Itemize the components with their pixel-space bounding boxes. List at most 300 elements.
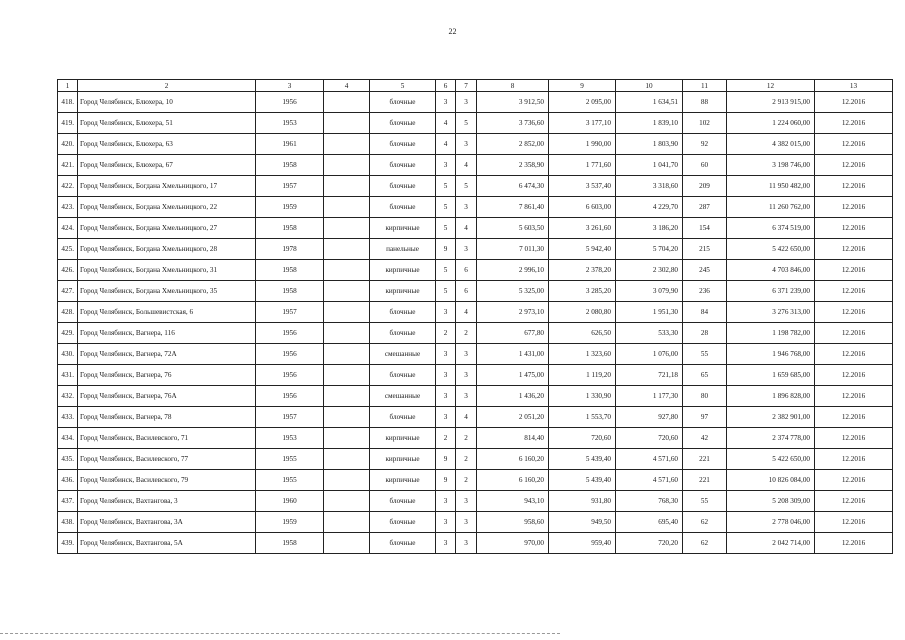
residential-area-cell: 1 803,90 bbox=[616, 134, 683, 155]
floors-cell: 3 bbox=[436, 512, 456, 533]
floors-cell: 3 bbox=[436, 302, 456, 323]
floors-cell: 3 bbox=[436, 365, 456, 386]
residents-cell: 92 bbox=[683, 134, 727, 155]
residential-area-cell: 1 951,30 bbox=[616, 302, 683, 323]
total-area-cell: 958,60 bbox=[477, 512, 549, 533]
cost-cell: 2 382 901,00 bbox=[727, 407, 815, 428]
date-cell: 12.2016 bbox=[815, 302, 893, 323]
row-number: 433. bbox=[58, 407, 78, 428]
table-row bbox=[58, 134, 893, 155]
date-cell: 12.2016 bbox=[815, 428, 893, 449]
year-cell: 1956 bbox=[256, 365, 324, 386]
table-row bbox=[58, 92, 893, 113]
total-area-cell: 970,00 bbox=[477, 533, 549, 554]
column-header: 6 bbox=[436, 80, 456, 92]
floors-cell: 3 bbox=[436, 491, 456, 512]
floors-cell: 3 bbox=[436, 407, 456, 428]
living-area-cell: 2 080,80 bbox=[549, 302, 616, 323]
living-area-cell: 3 537,40 bbox=[549, 176, 616, 197]
date-cell: 12.2016 bbox=[815, 365, 893, 386]
material-cell: блочные bbox=[370, 491, 436, 512]
material-cell: блочные bbox=[370, 407, 436, 428]
address-cell: Город Челябинск, Блюхера, 10 bbox=[78, 92, 256, 113]
residents-cell: 215 bbox=[683, 239, 727, 260]
material-cell: блочные bbox=[370, 533, 436, 554]
address-cell: Город Челябинск, Богдана Хмельницкого, 28 bbox=[78, 239, 256, 260]
entrances-cell: 6 bbox=[456, 260, 477, 281]
empty-cell bbox=[324, 239, 370, 260]
row-number: 418. bbox=[58, 92, 78, 113]
floors-cell: 3 bbox=[436, 155, 456, 176]
year-cell: 1961 bbox=[256, 134, 324, 155]
empty-cell bbox=[324, 344, 370, 365]
empty-cell bbox=[324, 92, 370, 113]
material-cell: смешанные bbox=[370, 344, 436, 365]
total-area-cell: 6 160,20 bbox=[477, 449, 549, 470]
empty-cell bbox=[324, 407, 370, 428]
residents-cell: 221 bbox=[683, 449, 727, 470]
cost-cell: 2 042 714,00 bbox=[727, 533, 815, 554]
residents-cell: 154 bbox=[683, 218, 727, 239]
residents-cell: 65 bbox=[683, 365, 727, 386]
cost-cell: 3 276 313,00 bbox=[727, 302, 815, 323]
cost-cell: 1 659 685,00 bbox=[727, 365, 815, 386]
residents-cell: 80 bbox=[683, 386, 727, 407]
table-row bbox=[58, 344, 893, 365]
column-header: 3 bbox=[256, 80, 324, 92]
cost-cell: 11 260 762,00 bbox=[727, 197, 815, 218]
year-cell: 1958 bbox=[256, 218, 324, 239]
address-cell: Город Челябинск, Василевского, 77 bbox=[78, 449, 256, 470]
cost-cell: 5 422 650,00 bbox=[727, 239, 815, 260]
material-cell: кирпичные bbox=[370, 428, 436, 449]
table-row bbox=[58, 428, 893, 449]
residents-cell: 55 bbox=[683, 491, 727, 512]
row-number: 430. bbox=[58, 344, 78, 365]
address-cell: Город Челябинск, Богдана Хмельницкого, 31 bbox=[78, 260, 256, 281]
floors-cell: 5 bbox=[436, 260, 456, 281]
floors-cell: 5 bbox=[436, 176, 456, 197]
empty-cell bbox=[324, 260, 370, 281]
header-row bbox=[58, 80, 893, 92]
entrances-cell: 3 bbox=[456, 533, 477, 554]
date-cell: 12.2016 bbox=[815, 344, 893, 365]
table-row bbox=[58, 365, 893, 386]
column-header: 5 bbox=[370, 80, 436, 92]
year-cell: 1955 bbox=[256, 449, 324, 470]
total-area-cell: 2 996,10 bbox=[477, 260, 549, 281]
table-row bbox=[58, 470, 893, 491]
residents-cell: 287 bbox=[683, 197, 727, 218]
floors-cell: 9 bbox=[436, 239, 456, 260]
entrances-cell: 3 bbox=[456, 512, 477, 533]
residents-cell: 28 bbox=[683, 323, 727, 344]
row-number: 419. bbox=[58, 113, 78, 134]
year-cell: 1960 bbox=[256, 491, 324, 512]
date-cell: 12.2016 bbox=[815, 197, 893, 218]
table-row bbox=[58, 533, 893, 554]
table-row bbox=[58, 302, 893, 323]
empty-cell bbox=[324, 365, 370, 386]
date-cell: 12.2016 bbox=[815, 134, 893, 155]
total-area-cell: 7 861,40 bbox=[477, 197, 549, 218]
entrances-cell: 3 bbox=[456, 92, 477, 113]
table-row bbox=[58, 449, 893, 470]
table-row bbox=[58, 386, 893, 407]
floors-cell: 5 bbox=[436, 197, 456, 218]
residents-cell: 88 bbox=[683, 92, 727, 113]
residential-area-cell: 4 571,60 bbox=[616, 470, 683, 491]
living-area-cell: 3 285,20 bbox=[549, 281, 616, 302]
date-cell: 12.2016 bbox=[815, 449, 893, 470]
floors-cell: 5 bbox=[436, 281, 456, 302]
year-cell: 1957 bbox=[256, 302, 324, 323]
residents-cell: 60 bbox=[683, 155, 727, 176]
empty-cell bbox=[324, 428, 370, 449]
address-cell: Город Челябинск, Вагнера, 72А bbox=[78, 344, 256, 365]
row-number: 427. bbox=[58, 281, 78, 302]
empty-cell bbox=[324, 491, 370, 512]
living-area-cell: 1 990,00 bbox=[549, 134, 616, 155]
entrances-cell: 3 bbox=[456, 491, 477, 512]
year-cell: 1953 bbox=[256, 428, 324, 449]
empty-cell bbox=[324, 218, 370, 239]
material-cell: блочные bbox=[370, 323, 436, 344]
address-cell: Город Челябинск, Вахтангова, 3А bbox=[78, 512, 256, 533]
residential-area-cell: 533,30 bbox=[616, 323, 683, 344]
residential-area-cell: 1 177,30 bbox=[616, 386, 683, 407]
entrances-cell: 4 bbox=[456, 155, 477, 176]
living-area-cell: 2 378,20 bbox=[549, 260, 616, 281]
date-cell: 12.2016 bbox=[815, 386, 893, 407]
address-cell: Город Челябинск, Вагнера, 116 bbox=[78, 323, 256, 344]
row-number: 432. bbox=[58, 386, 78, 407]
empty-cell bbox=[324, 449, 370, 470]
address-cell: Город Челябинск, Большевистская, 6 bbox=[78, 302, 256, 323]
residential-area-cell: 1 634,51 bbox=[616, 92, 683, 113]
column-header: 1 bbox=[58, 80, 78, 92]
row-number: 428. bbox=[58, 302, 78, 323]
material-cell: блочные bbox=[370, 92, 436, 113]
material-cell: блочные bbox=[370, 155, 436, 176]
year-cell: 1957 bbox=[256, 176, 324, 197]
table-row bbox=[58, 239, 893, 260]
year-cell: 1956 bbox=[256, 92, 324, 113]
residents-cell: 209 bbox=[683, 176, 727, 197]
entrances-cell: 6 bbox=[456, 281, 477, 302]
row-number: 422. bbox=[58, 176, 78, 197]
cost-cell: 1 198 782,00 bbox=[727, 323, 815, 344]
living-area-cell: 3 177,10 bbox=[549, 113, 616, 134]
entrances-cell: 3 bbox=[456, 239, 477, 260]
total-area-cell: 2 852,00 bbox=[477, 134, 549, 155]
row-number: 434. bbox=[58, 428, 78, 449]
row-number: 424. bbox=[58, 218, 78, 239]
total-area-cell: 943,10 bbox=[477, 491, 549, 512]
address-cell: Город Челябинск, Блюхера, 51 bbox=[78, 113, 256, 134]
material-cell: панельные bbox=[370, 239, 436, 260]
table-row bbox=[58, 407, 893, 428]
empty-cell bbox=[324, 512, 370, 533]
residential-area-cell: 4 229,70 bbox=[616, 197, 683, 218]
row-number: 436. bbox=[58, 470, 78, 491]
total-area-cell: 1 431,00 bbox=[477, 344, 549, 365]
row-number: 437. bbox=[58, 491, 78, 512]
row-number: 431. bbox=[58, 365, 78, 386]
address-cell: Город Челябинск, Богдана Хмельницкого, 35 bbox=[78, 281, 256, 302]
address-cell: Город Челябинск, Богдана Хмельницкого, 22 bbox=[78, 197, 256, 218]
material-cell: блочные bbox=[370, 176, 436, 197]
entrances-cell: 3 bbox=[456, 134, 477, 155]
residential-area-cell: 4 571,60 bbox=[616, 449, 683, 470]
living-area-cell: 6 603,00 bbox=[549, 197, 616, 218]
entrances-cell: 4 bbox=[456, 302, 477, 323]
floors-cell: 2 bbox=[436, 428, 456, 449]
address-cell: Город Челябинск, Вахтангова, 3 bbox=[78, 491, 256, 512]
floors-cell: 9 bbox=[436, 449, 456, 470]
living-area-cell: 2 095,00 bbox=[549, 92, 616, 113]
entrances-cell: 3 bbox=[456, 344, 477, 365]
row-number: 426. bbox=[58, 260, 78, 281]
year-cell: 1956 bbox=[256, 344, 324, 365]
table-row bbox=[58, 491, 893, 512]
year-cell: 1956 bbox=[256, 323, 324, 344]
address-cell: Город Челябинск, Вахтангова, 5А bbox=[78, 533, 256, 554]
cost-cell: 5 422 650,00 bbox=[727, 449, 815, 470]
date-cell: 12.2016 bbox=[815, 239, 893, 260]
housing-table bbox=[57, 79, 893, 554]
date-cell: 12.2016 bbox=[815, 407, 893, 428]
residents-cell: 97 bbox=[683, 407, 727, 428]
cost-cell: 2 778 046,00 bbox=[727, 512, 815, 533]
date-cell: 12.2016 bbox=[815, 260, 893, 281]
column-header: 11 bbox=[683, 80, 727, 92]
entrances-cell: 2 bbox=[456, 470, 477, 491]
total-area-cell: 6 474,30 bbox=[477, 176, 549, 197]
total-area-cell: 5 603,50 bbox=[477, 218, 549, 239]
column-header: 8 bbox=[477, 80, 549, 92]
date-cell: 12.2016 bbox=[815, 155, 893, 176]
residential-area-cell: 5 704,20 bbox=[616, 239, 683, 260]
column-header: 9 bbox=[549, 80, 616, 92]
cost-cell: 2 374 778,00 bbox=[727, 428, 815, 449]
date-cell: 12.2016 bbox=[815, 323, 893, 344]
page-bottom-rule bbox=[0, 633, 560, 634]
floors-cell: 3 bbox=[436, 92, 456, 113]
floors-cell: 5 bbox=[436, 218, 456, 239]
row-number: 423. bbox=[58, 197, 78, 218]
floors-cell: 3 bbox=[436, 386, 456, 407]
date-cell: 12.2016 bbox=[815, 491, 893, 512]
row-number: 439. bbox=[58, 533, 78, 554]
page-number: 22 bbox=[448, 27, 457, 36]
column-header: 10 bbox=[616, 80, 683, 92]
total-area-cell: 814,40 bbox=[477, 428, 549, 449]
residents-cell: 221 bbox=[683, 470, 727, 491]
living-area-cell: 949,50 bbox=[549, 512, 616, 533]
column-header: 13 bbox=[815, 80, 893, 92]
material-cell: кирпичные bbox=[370, 260, 436, 281]
table-row bbox=[58, 176, 893, 197]
cost-cell: 11 950 482,00 bbox=[727, 176, 815, 197]
residential-area-cell: 3 318,60 bbox=[616, 176, 683, 197]
cost-cell: 1 946 768,00 bbox=[727, 344, 815, 365]
entrances-cell: 4 bbox=[456, 407, 477, 428]
residents-cell: 62 bbox=[683, 512, 727, 533]
row-number: 438. bbox=[58, 512, 78, 533]
floors-cell: 9 bbox=[436, 470, 456, 491]
address-cell: Город Челябинск, Блюхера, 63 bbox=[78, 134, 256, 155]
table-row bbox=[58, 260, 893, 281]
date-cell: 12.2016 bbox=[815, 92, 893, 113]
total-area-cell: 677,80 bbox=[477, 323, 549, 344]
material-cell: блочные bbox=[370, 197, 436, 218]
total-area-cell: 3 736,60 bbox=[477, 113, 549, 134]
cost-cell: 10 826 084,00 bbox=[727, 470, 815, 491]
material-cell: блочные bbox=[370, 512, 436, 533]
empty-cell bbox=[324, 533, 370, 554]
residential-area-cell: 721,18 bbox=[616, 365, 683, 386]
total-area-cell: 2 051,20 bbox=[477, 407, 549, 428]
cost-cell: 4 703 846,00 bbox=[727, 260, 815, 281]
residential-area-cell: 2 302,80 bbox=[616, 260, 683, 281]
year-cell: 1978 bbox=[256, 239, 324, 260]
year-cell: 1958 bbox=[256, 281, 324, 302]
table-body bbox=[58, 92, 893, 554]
row-number: 420. bbox=[58, 134, 78, 155]
entrances-cell: 2 bbox=[456, 428, 477, 449]
residents-cell: 42 bbox=[683, 428, 727, 449]
residents-cell: 84 bbox=[683, 302, 727, 323]
empty-cell bbox=[324, 470, 370, 491]
year-cell: 1956 bbox=[256, 386, 324, 407]
column-header: 2 bbox=[78, 80, 256, 92]
residents-cell: 245 bbox=[683, 260, 727, 281]
date-cell: 12.2016 bbox=[815, 218, 893, 239]
residential-area-cell: 720,20 bbox=[616, 533, 683, 554]
address-cell: Город Челябинск, Богдана Хмельницкого, 27 bbox=[78, 218, 256, 239]
entrances-cell: 2 bbox=[456, 449, 477, 470]
column-header: 12 bbox=[727, 80, 815, 92]
residents-cell: 102 bbox=[683, 113, 727, 134]
table-row bbox=[58, 155, 893, 176]
column-header: 7 bbox=[456, 80, 477, 92]
table-row bbox=[58, 512, 893, 533]
empty-cell bbox=[324, 176, 370, 197]
material-cell: блочные bbox=[370, 365, 436, 386]
entrances-cell: 4 bbox=[456, 218, 477, 239]
cost-cell: 1 224 060,00 bbox=[727, 113, 815, 134]
date-cell: 12.2016 bbox=[815, 512, 893, 533]
total-area-cell: 2 358,90 bbox=[477, 155, 549, 176]
table-row bbox=[58, 197, 893, 218]
cost-cell: 6 371 239,00 bbox=[727, 281, 815, 302]
address-cell: Город Челябинск, Вагнера, 76 bbox=[78, 365, 256, 386]
empty-cell bbox=[324, 302, 370, 323]
date-cell: 12.2016 bbox=[815, 113, 893, 134]
residential-area-cell: 720,60 bbox=[616, 428, 683, 449]
floors-cell: 4 bbox=[436, 134, 456, 155]
floors-cell: 3 bbox=[436, 344, 456, 365]
date-cell: 12.2016 bbox=[815, 176, 893, 197]
table-row bbox=[58, 323, 893, 344]
year-cell: 1953 bbox=[256, 113, 324, 134]
date-cell: 12.2016 bbox=[815, 533, 893, 554]
row-number: 429. bbox=[58, 323, 78, 344]
floors-cell: 2 bbox=[436, 323, 456, 344]
residential-area-cell: 3 186,20 bbox=[616, 218, 683, 239]
entrances-cell: 5 bbox=[456, 176, 477, 197]
total-area-cell: 6 160,20 bbox=[477, 470, 549, 491]
residential-area-cell: 1 839,10 bbox=[616, 113, 683, 134]
cost-cell: 5 208 309,00 bbox=[727, 491, 815, 512]
floors-cell: 4 bbox=[436, 113, 456, 134]
living-area-cell: 5 439,40 bbox=[549, 470, 616, 491]
living-area-cell: 1 553,70 bbox=[549, 407, 616, 428]
year-cell: 1955 bbox=[256, 470, 324, 491]
cost-cell: 1 896 828,00 bbox=[727, 386, 815, 407]
material-cell: кирпичные bbox=[370, 470, 436, 491]
table-row bbox=[58, 281, 893, 302]
material-cell: блочные bbox=[370, 113, 436, 134]
cost-cell: 3 198 746,00 bbox=[727, 155, 815, 176]
table-row bbox=[58, 218, 893, 239]
address-cell: Город Челябинск, Вагнера, 78 bbox=[78, 407, 256, 428]
cost-cell: 4 382 015,00 bbox=[727, 134, 815, 155]
living-area-cell: 5 942,40 bbox=[549, 239, 616, 260]
date-cell: 12.2016 bbox=[815, 281, 893, 302]
row-number: 421. bbox=[58, 155, 78, 176]
residential-area-cell: 768,30 bbox=[616, 491, 683, 512]
total-area-cell: 5 325,00 bbox=[477, 281, 549, 302]
column-header: 4 bbox=[324, 80, 370, 92]
total-area-cell: 7 011,30 bbox=[477, 239, 549, 260]
residential-area-cell: 1 041,70 bbox=[616, 155, 683, 176]
empty-cell bbox=[324, 197, 370, 218]
living-area-cell: 3 261,60 bbox=[549, 218, 616, 239]
address-cell: Город Челябинск, Богдана Хмельницкого, 17 bbox=[78, 176, 256, 197]
year-cell: 1957 bbox=[256, 407, 324, 428]
empty-cell bbox=[324, 155, 370, 176]
residents-cell: 55 bbox=[683, 344, 727, 365]
entrances-cell: 3 bbox=[456, 386, 477, 407]
cost-cell: 2 913 915,00 bbox=[727, 92, 815, 113]
total-area-cell: 3 912,50 bbox=[477, 92, 549, 113]
material-cell: кирпичные bbox=[370, 449, 436, 470]
address-cell: Город Челябинск, Василевского, 79 bbox=[78, 470, 256, 491]
residential-area-cell: 927,80 bbox=[616, 407, 683, 428]
living-area-cell: 1 119,20 bbox=[549, 365, 616, 386]
residential-area-cell: 3 079,90 bbox=[616, 281, 683, 302]
material-cell: блочные bbox=[370, 302, 436, 323]
total-area-cell: 1 436,20 bbox=[477, 386, 549, 407]
empty-cell bbox=[324, 386, 370, 407]
material-cell: кирпичные bbox=[370, 281, 436, 302]
living-area-cell: 931,80 bbox=[549, 491, 616, 512]
row-number: 435. bbox=[58, 449, 78, 470]
address-cell: Город Челябинск, Блюхера, 67 bbox=[78, 155, 256, 176]
empty-cell bbox=[324, 113, 370, 134]
entrances-cell: 3 bbox=[456, 197, 477, 218]
table-row bbox=[58, 113, 893, 134]
living-area-cell: 1 330,90 bbox=[549, 386, 616, 407]
residential-area-cell: 695,40 bbox=[616, 512, 683, 533]
empty-cell bbox=[324, 281, 370, 302]
floors-cell: 3 bbox=[436, 533, 456, 554]
empty-cell bbox=[324, 134, 370, 155]
residential-area-cell: 1 076,00 bbox=[616, 344, 683, 365]
living-area-cell: 1 771,60 bbox=[549, 155, 616, 176]
